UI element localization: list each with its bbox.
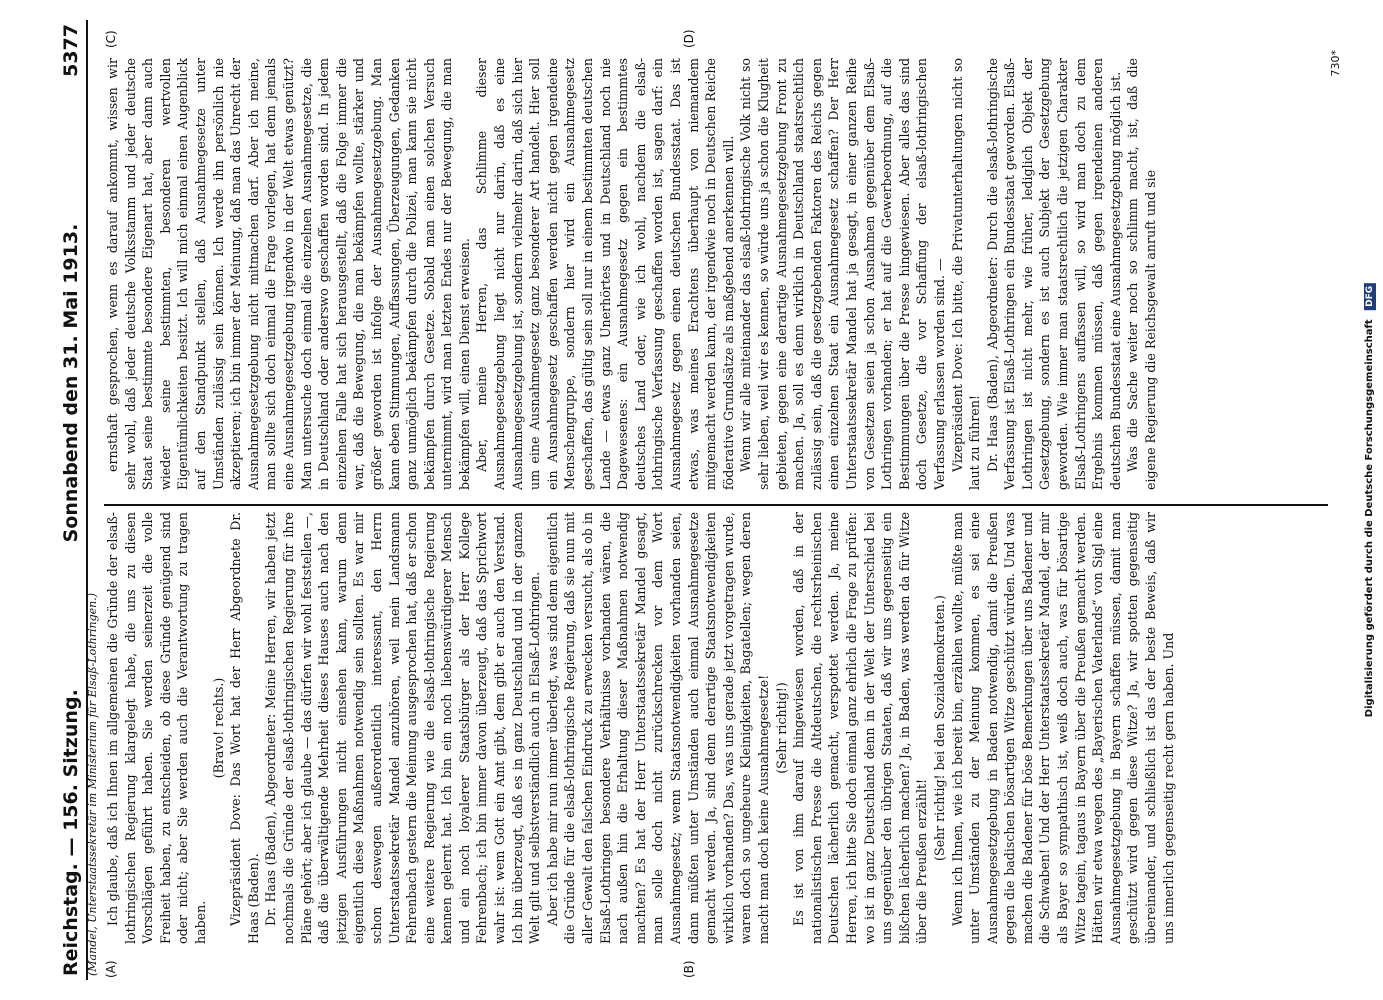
margin-D: (D) xyxy=(681,29,696,48)
page-header xyxy=(42,20,88,980)
paragraph: (Sehr richtig! bei den Sozialdemokraten.) xyxy=(931,595,947,861)
paragraph: (Sehr richtig!) xyxy=(773,682,789,774)
paragraph: Was die Sache weiter noch so schlimm macht, ist, daß die eigene Regierung die Reichsgewalt anruft und sie xyxy=(1124,58,1158,490)
paragraph: Aber ich habe mir nun immer überlegt, was sind denn eigentlich die Gründe für die elsaß-lothringische Regierung, daß sie nun mit aller Gewalt den falschen Eindruck zu erwecken versucht, als ob in Elsaß-Lothringen besondere Verhältnisse vorhanden wären, die nach außen hin die Erhaltung dieser Maßnahmen notwendig machten? Es hat der Herr Unterstaatssekretär Mandel gesagt, man solle doch nicht zurückschrecken vor dem Wort Ausnahmegesetz; wenn Staatsnotwendigkeiten vorhanden seien, dann müßten unter Umständen auch einmal Ausnahmegesetze gemacht werden. Ja, sind denn derartige Staatsnotwendigkeiten wirklich vorhanden? Das, was uns gerade jetzt vorgetragen wurde, waren doch so ungeheure Kleinigkeiten, Bagatellen; wegen deren macht man doch keine Ausnahmegesetze! xyxy=(544,512,771,944)
speaker-subhead: (Mandel, Unterstaatssekretär im Ministerium für Elsaß-Lothringen.) xyxy=(85,592,99,976)
paragraph: ernsthaft gesprochen, wenn es darauf ankommt, wissen wir sehr wohl, daß jeder deutsche Volksstamm und jeder deutsche Staat seine bestimmte besondere Eigenart hat, aber dann auch wieder seine bestimmten, besonderen wertvollen Eigentümlichkeiten besitzt. Ich will mich einmal einen Augenblick auf den Standpunkt stellen, daß Ausnahmegesetze unter Umständen zulässig sein können. Ich werde ihn persönlich nie akzeptieren; ich bin immer der Meinung, daß man das Unrecht der Ausnahmegesetzgebung nicht mitmachen darf. Aber ich meine, man sollte sich doch einmal die Frage vorlegen, hat denn jemals eine Ausnahmegesetzgebung irgendwo in der Welt etwas genützt? Man untersuche doch einmal die einzelnen Ausnahmegesetze, die in Deutschland oder anderswo geschaffen worden sind. In jedem einzelnen Falle hat sich herausgestellt, daß die Folge immer die war, daß die Bewegung, die man bekämpfen wollte, stärker und größer geworden ist infolge der Ausnahmegesetzgebung. Man kann eben Stimmungen, Auffassungen, Überzeugungen, Gedanken ganz unmöglich bekämpfen durch die Polizei, man kann sie nicht bekämpfen durch Gesetze. Sobald man einen solchen Versuch unternimmt, wird man letzten Endes nur der Bewegung, die man bekämpfen will, einen Dienst erweisen. xyxy=(104,58,472,490)
footer-number: 730* xyxy=(1328,50,1342,77)
page-number: 5377 xyxy=(59,24,82,77)
paragraph: Vizepräsident Dove: Ich bitte, die Privatunterhaltungen nicht so laut zu führen! xyxy=(949,58,982,490)
left-column xyxy=(104,512,1328,944)
paragraph: Aber, meine Herren, das Schlimme dieser Ausnahmegesetzgebung liegt nicht nur darin, daß es eine Ausnahmegesetzgebung ist, sondern vielmehr darin, daß sich hier um eine Ausnahmegesetz ganz besonderer Art handelt. Hier soll ein Ausnahmegesetz geschaffen werden nicht gegen irgendeine Menschengruppe, sondern hier wird ein Ausnahmegesetz geschaffen, das gültig sein soll nur in einem bestimmten deutschen Lande — etwas ganz Unerhörtes und in Deutschland noch nie Dagewesenes: ein Ausnahmegesetz gegen ein bestimmtes deutsches Land oder, wie ich wohl, nachdem die elsaß-lothringische Verfassung geschaffen worden ist, sagen darf: ein Ausnahmegesetz gegen einen deutschen Bundesstaat. Das ist etwas, was meines Erachtens überhaupt von niemandem mitgemacht werden kann, der irgendwie noch in Deutschen Reiche föderative Grundsätze als maßgebend anerkennen will. xyxy=(473,58,736,490)
paragraph: Ich glaube, daß ich Ihnen im allgemeinen die Gründe der elsaß-lothringischen Regierung klargelegt habe, die uns zu diesen Vorschlägen geführt haben. Sie werden seinerzeit die volle Freiheit haben, zu entscheiden, ob diese Gründe genügend sind oder nicht; aber Sie werden auch die Verantwortung zu tragen haben. xyxy=(104,512,208,944)
margin-A: (A) xyxy=(103,960,118,978)
paragraph: Es ist von ihm darauf hingewiesen worden, daß in der nationalistischen Presse die Altdeutschen, die rechtsrheinischen Deutschen lächerlich gemacht, verspottet werden. Ja, meine Herren, ich bitte Sie doch einmal ganz ehrlich die Frage zu prüfen: wo ist in ganz Deutschland denn in der Welt der Unterschied bei uns gegenüber den übrigen Staaten, daß wir uns gegenseitig ein bißchen lächerlich machen? Ja, in Baden, was werden da für Witze über die Preußen erzählt! xyxy=(790,512,929,944)
paragraph: Vizepräsident Dove: Das Wort hat der Herr Abgeordnete Dr. Haas (Baden). xyxy=(227,512,261,944)
paragraph: Dr. Haas (Baden), Abgeordneter: Meine Herren, wir haben jetzt nochmals die Gründe der elsaß-lothringischen Regierung für ihre Pläne gehört; aber ich glaube — das dürfen wir wohl feststellen —, daß die überwältigende Mehrheit dieses Hauses auch nach den jetzigen Ausführungen nicht einsehen kann, warum denn eigentlich diese Maßnahmen notwendig sein sollten. Es war mir schon deswegen außerordentlich interessant, den Herrn Unterstaatssekretär Mandel anzuhören, weil mein Landsmann Fehrenbach gestern die Meinung ausgesprochen hat, daß er schon eine weitere Regierung wie die elsaß-lothringische Regierung kennen gelernt hat. Ich bin ein noch liebenswürdigerer Mensch und ein noch loyalerer Staatsbürger als der Herr Kollege Fehrenbach; ich bin immer davon überzeugt, daß das Sprichwort wahr ist: wem Gott ein Amt gibt, dem gibt er auch den Verstand. Ich bin überzeugt, daß es in ganz Deutschland und in der ganzen Welt gilt und selbstverständlich auch in Elsaß-Lothringen. xyxy=(262,512,542,944)
paragraph: (Bravo! rechts.) xyxy=(210,677,226,779)
header-date: Sonnabend den 31. Mai 1913. xyxy=(59,223,82,543)
column-divider xyxy=(104,504,1328,506)
side-credit xyxy=(1363,8,1377,992)
header-left: Reichstag. — 156. Sitzung. xyxy=(59,689,82,976)
paragraph: Wenn ich Ihnen, wie ich bereit bin, erzählen wollte, müßte man unter Umständen zu der Meinung kommen, es sei eine Ausnahmegesetzgebung in Baden notwendig, damit die Preußen gegen die badischen bösartigen Witze geschützt würden. Und was machen die Badener für böse Bemerkungen über uns Badener und die Schwaben! Und der Herr Unterstaatssekretär Mandel, der mir als Bayer so sympathisch ist, weiß doch auch, was für bösartige Witze tagein, tagaus in Bayern über die Preußen gemacht werden. Hätten wir etwa wegen des „Bayerischen Vaterlands“ von Sigl eine Ausnahmegesetzgebung in Bayern schaffen müssen, damit man geschützt wird gegen diese Witze? Ja, wir spotten gegenseitig übereinander, und schließlich ist das der beste Beweis, daß wir uns innerlich gegenseitig recht gern haben. Und xyxy=(949,512,1176,944)
right-column xyxy=(104,58,1328,490)
paragraph: Wenn wir alle miteinander das elsaß-lothringische Volk nicht so sehr lieben, weil wir es kennen, so würde uns ja schon die Klugheit gebieten, gegen eine derartige Ausnahmegesetzgebung Front zu machen. Ja, soll es denn wirklich in Deutschland staatsrechtlich zulässig sein, daß die gesetzgebenden Faktoren des Reichs gegen einen einzelnen Staat ein Ausnahmegesetz schaffen? Der Herr Unterstaatssekretär Mandel hat ja gesagt, in einer ganzen Reihe von Gesetzen seien ja schon Ausnahmen gegenüber dem Elsaß-Lothringen vorhanden; er hat auf die Gewerbeordnung, auf die Bestimmungen über die Presse hingewiesen. Aber alles das sind doch Gesetze, die vor Schaffung der elsaß-lothringischen Verfassung erlassen worden sind. — xyxy=(737,58,947,490)
credit-text: Digitalisierung gefördert durch die Deutsche Forschungsgemeinschaft xyxy=(1364,319,1375,718)
margin-B: (B) xyxy=(681,960,696,978)
newspaper-sheet xyxy=(42,20,1342,980)
dfg-logo: DFG xyxy=(1364,283,1376,310)
paragraph: Dr. Haas (Baden), Abgeordneter: Durch die elsaß-lothringische Verfassung ist Elsaß-Lothringen ein Bundesstaat geworden. Elsaß-Lothringen ist nicht mehr, wie früher, lediglich Objekt der Gesetzgebung, sondern es ist auch Subjekt der Gesetzgebung geworden. Wie immer man staatsrechtlich die jetzigen Charakter Elsaß-Lothringens auffassen will, so wird man doch zu dem Ergebnis kommen müssen, daß gegen irgendeinen anderen deutschen Bundesstaat eine Ausnahmegesetzgebung möglich ist. xyxy=(984,58,1123,490)
margin-C: (C) xyxy=(103,30,118,48)
